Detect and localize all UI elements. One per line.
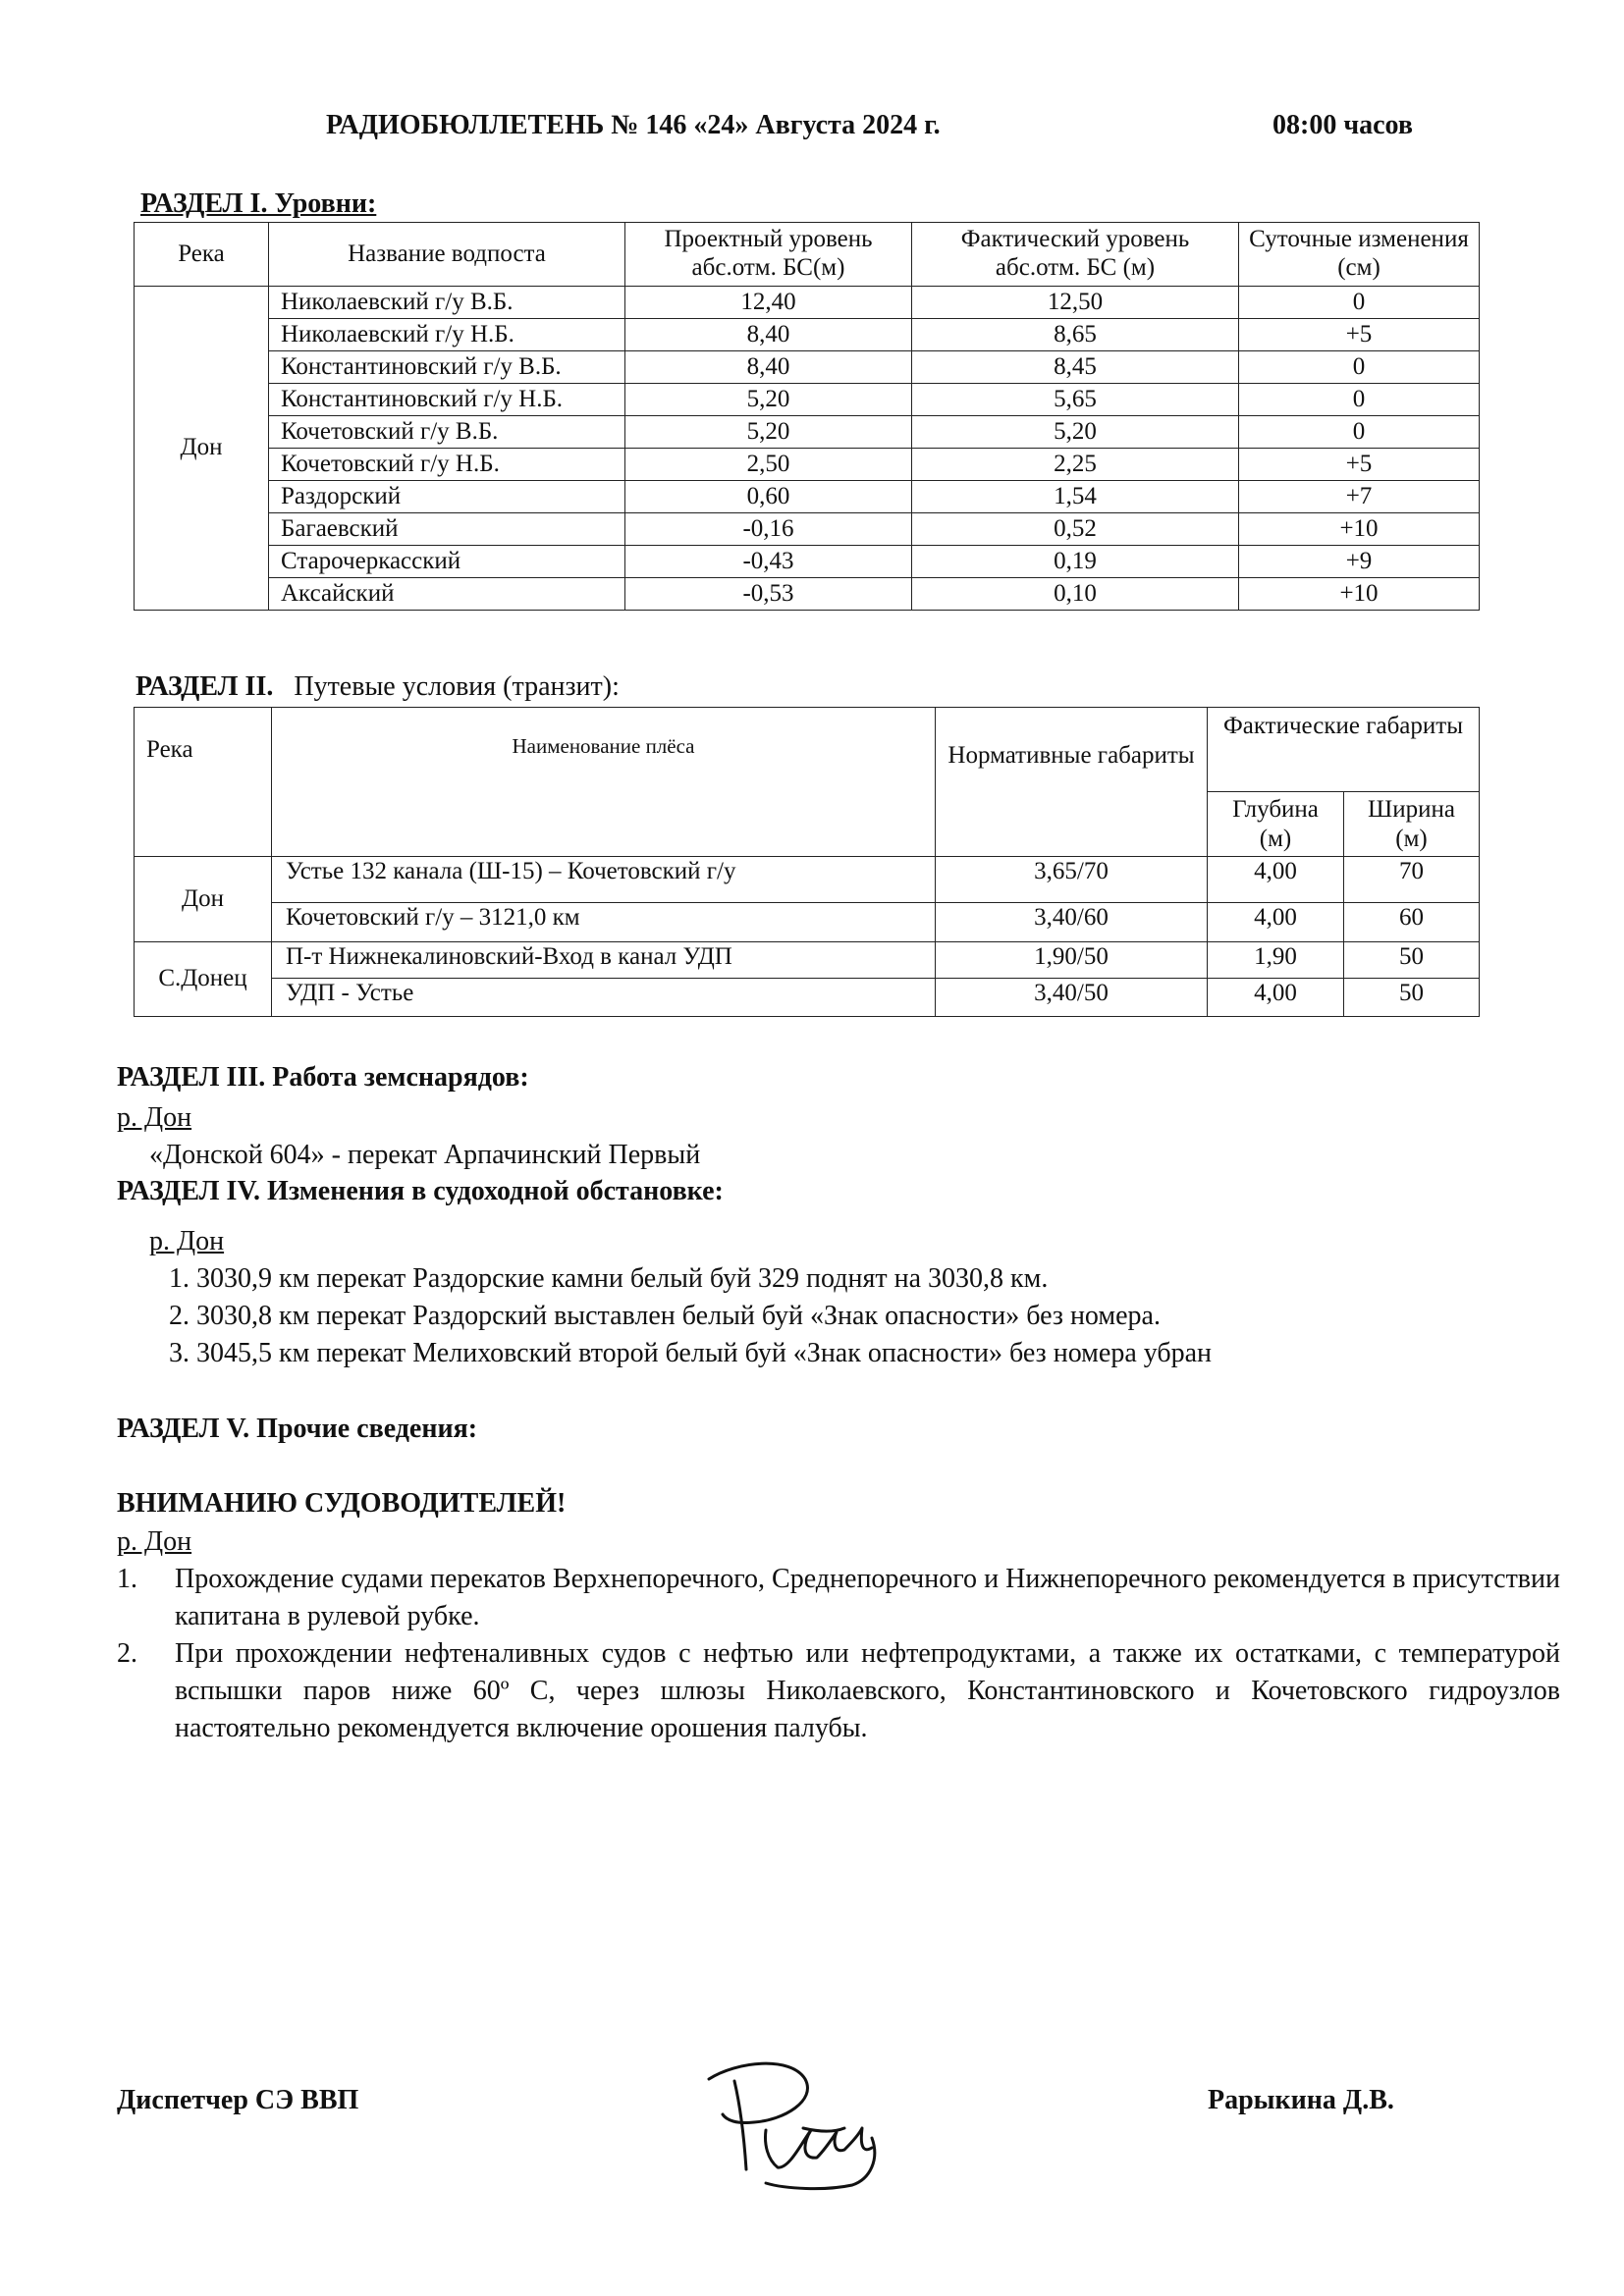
levels-project-cell: -0,53 bbox=[625, 578, 912, 611]
section4-item-1: 1. 3030,9 км перекат Раздорские камни белый буй 329 поднят на 3030,8 км. bbox=[169, 1263, 1049, 1294]
section2-title-number: РАЗДЕЛ II. bbox=[135, 671, 274, 702]
dispatcher-name: Рарыкина Д.В. bbox=[1208, 2085, 1394, 2115]
bulletin-time: 08:00 часов bbox=[1272, 110, 1413, 140]
col-river: Река bbox=[135, 708, 272, 857]
levels-table-body bbox=[135, 287, 1480, 611]
levels-row bbox=[135, 384, 1480, 416]
transit-table-body bbox=[135, 857, 1480, 1017]
bulletin-title: РАДИОБЮЛЛЕТЕНЬ № 146 «24» Августа 2024 г. bbox=[326, 110, 941, 140]
dispatcher-position: Диспетчер СЭ ВВП bbox=[117, 2085, 359, 2115]
col-actual: Фактические габариты bbox=[1208, 708, 1480, 792]
levels-row bbox=[135, 513, 1480, 546]
section5-title: РАЗДЕЛ V. Прочие сведения: bbox=[117, 1414, 478, 1444]
transit-width-cell: 70 bbox=[1344, 857, 1480, 903]
levels-actual-cell: 8,45 bbox=[912, 351, 1239, 384]
signature-image bbox=[687, 2022, 943, 2199]
levels-change-cell: +5 bbox=[1239, 319, 1480, 351]
levels-post-cell: Багаевский bbox=[269, 513, 625, 546]
attention-item-2-text: При прохождении нефтеналивных судов с нефтью или нефтепродуктами, а также их остатками, с температурой вспышки паров ниже 60º С, через шлюзы Николаевского, Константиновского и Кочетовского гидроузлов настоятельно рекомендуется включение орошения палубы. bbox=[175, 1638, 1560, 1743]
levels-project-cell: -0,43 bbox=[625, 546, 912, 578]
section3-item: «Донской 604» - перекат Арпачинский Первый bbox=[149, 1140, 701, 1170]
levels-project-cell: 8,40 bbox=[625, 319, 912, 351]
levels-change-cell: +10 bbox=[1239, 578, 1480, 611]
levels-post-cell: Кочетовский г/у В.Б. bbox=[269, 416, 625, 449]
levels-change-cell: 0 bbox=[1239, 384, 1480, 416]
levels-row bbox=[135, 319, 1480, 351]
transit-row bbox=[135, 979, 1480, 1017]
transit-depth-cell: 4,00 bbox=[1208, 857, 1344, 903]
attention-item-2 bbox=[117, 1635, 1560, 1747]
levels-change-cell: +10 bbox=[1239, 513, 1480, 546]
transit-river-cell: С.Донец bbox=[135, 942, 272, 1017]
levels-post-cell: Николаевский г/у В.Б. bbox=[269, 287, 625, 319]
transit-depth-cell: 1,90 bbox=[1208, 942, 1344, 979]
col-daily-change: Суточные изменения (см) bbox=[1239, 223, 1480, 287]
transit-row bbox=[135, 942, 1480, 979]
levels-header-row bbox=[135, 223, 1480, 287]
levels-post-cell: Раздорский bbox=[269, 481, 625, 513]
levels-change-cell: 0 bbox=[1239, 287, 1480, 319]
levels-project-cell: 12,40 bbox=[625, 287, 912, 319]
levels-change-cell: +7 bbox=[1239, 481, 1480, 513]
levels-row bbox=[135, 481, 1480, 513]
levels-actual-cell: 0,52 bbox=[912, 513, 1239, 546]
transit-table bbox=[134, 707, 1480, 1017]
section4-item-2: 2. 3030,8 км перекат Раздорский выставлен белый буй «Знак опасности» без номера. bbox=[169, 1301, 1161, 1331]
attention-item-1 bbox=[117, 1561, 1560, 1635]
levels-actual-cell: 0,10 bbox=[912, 578, 1239, 611]
levels-river-cell: Дон bbox=[135, 287, 269, 611]
levels-actual-cell: 2,25 bbox=[912, 449, 1239, 481]
levels-project-cell: 5,20 bbox=[625, 416, 912, 449]
levels-actual-cell: 1,54 bbox=[912, 481, 1239, 513]
col-actual-level: Фактический уровень абс.отм. БС (м) bbox=[912, 223, 1239, 287]
section3-title: РАЗДЕЛ III. Работа земснарядов: bbox=[117, 1062, 529, 1093]
levels-actual-cell: 12,50 bbox=[912, 287, 1239, 319]
transit-reach-cell: Устье 132 канала (Ш-15) – Кочетовский г/у bbox=[272, 857, 936, 903]
section1-title: РАЗДЕЛ I. Уровни: bbox=[140, 188, 377, 219]
transit-depth-cell: 4,00 bbox=[1208, 979, 1344, 1017]
col-normative: Нормативные габариты bbox=[936, 708, 1208, 857]
transit-normative-cell: 1,90/50 bbox=[936, 942, 1208, 979]
attention-river: р. Дон bbox=[117, 1526, 192, 1557]
transit-normative-cell: 3,40/60 bbox=[936, 903, 1208, 942]
section2-title-text: Путевые условия (транзит): bbox=[294, 671, 620, 702]
levels-change-cell: +5 bbox=[1239, 449, 1480, 481]
transit-header-row bbox=[135, 708, 1480, 792]
attention-item-1-number: 1. bbox=[117, 1564, 137, 1594]
levels-post-cell: Константиновский г/у Н.Б. bbox=[269, 384, 625, 416]
transit-normative-cell: 3,65/70 bbox=[936, 857, 1208, 903]
levels-actual-cell: 8,65 bbox=[912, 319, 1239, 351]
transit-row bbox=[135, 903, 1480, 942]
levels-project-cell: 8,40 bbox=[625, 351, 912, 384]
col-river: Река bbox=[135, 223, 269, 287]
col-post: Название водпоста bbox=[269, 223, 625, 287]
col-width: Ширина (м) bbox=[1344, 792, 1480, 857]
transit-width-cell: 50 bbox=[1344, 979, 1480, 1017]
levels-post-cell: Аксайский bbox=[269, 578, 625, 611]
section4-title: РАЗДЕЛ IV. Изменения в судоходной обстановке: bbox=[117, 1176, 724, 1206]
levels-row bbox=[135, 351, 1480, 384]
levels-project-cell: -0,16 bbox=[625, 513, 912, 546]
levels-actual-cell: 5,20 bbox=[912, 416, 1239, 449]
levels-post-cell: Старочеркасский bbox=[269, 546, 625, 578]
levels-row bbox=[135, 287, 1480, 319]
section3-river: р. Дон bbox=[117, 1102, 192, 1133]
section2-title bbox=[135, 671, 620, 703]
attention-item-2-number: 2. bbox=[117, 1638, 137, 1669]
transit-normative-cell: 3,40/50 bbox=[936, 979, 1208, 1017]
col-project-level: Проектный уровень абс.отм. БС(м) bbox=[625, 223, 912, 287]
levels-project-cell: 2,50 bbox=[625, 449, 912, 481]
levels-table bbox=[134, 222, 1480, 611]
levels-row bbox=[135, 416, 1480, 449]
section4-item-3: 3. 3045,5 км перекат Мелиховский второй белый буй «Знак опасности» без номера убран bbox=[169, 1338, 1213, 1368]
transit-river-cell: Дон bbox=[135, 857, 272, 942]
levels-project-cell: 0,60 bbox=[625, 481, 912, 513]
levels-post-cell: Константиновский г/у В.Б. bbox=[269, 351, 625, 384]
col-depth: Глубина (м) bbox=[1208, 792, 1344, 857]
section4-river: р. Дон bbox=[149, 1226, 225, 1256]
levels-change-cell: 0 bbox=[1239, 416, 1480, 449]
transit-row bbox=[135, 857, 1480, 903]
levels-post-cell: Николаевский г/у Н.Б. bbox=[269, 319, 625, 351]
transit-depth-cell: 4,00 bbox=[1208, 903, 1344, 942]
transit-width-cell: 50 bbox=[1344, 942, 1480, 979]
levels-row bbox=[135, 546, 1480, 578]
levels-change-cell: +9 bbox=[1239, 546, 1480, 578]
levels-actual-cell: 0,19 bbox=[912, 546, 1239, 578]
transit-width-cell: 60 bbox=[1344, 903, 1480, 942]
levels-change-cell: 0 bbox=[1239, 351, 1480, 384]
levels-post-cell: Кочетовский г/у Н.Б. bbox=[269, 449, 625, 481]
levels-row bbox=[135, 578, 1480, 611]
transit-reach-cell: П-т Нижнекалиновский-Вход в канал УДП bbox=[272, 942, 936, 979]
col-reach: Наименование плёса bbox=[272, 708, 936, 857]
attention-title: ВНИМАНИЮ СУДОВОДИТЕЛЕЙ! bbox=[117, 1488, 567, 1519]
transit-reach-cell: Кочетовский г/у – 3121,0 км bbox=[272, 903, 936, 942]
transit-reach-cell: УДП - Устье bbox=[272, 979, 936, 1017]
levels-actual-cell: 5,65 bbox=[912, 384, 1239, 416]
attention-item-1-text: Прохождение судами перекатов Верхнепоречного, Среднепоречного и Нижнепоречного рекомендуется в присутствии капитана в рулевой рубке. bbox=[175, 1564, 1560, 1631]
levels-row bbox=[135, 449, 1480, 481]
levels-project-cell: 5,20 bbox=[625, 384, 912, 416]
